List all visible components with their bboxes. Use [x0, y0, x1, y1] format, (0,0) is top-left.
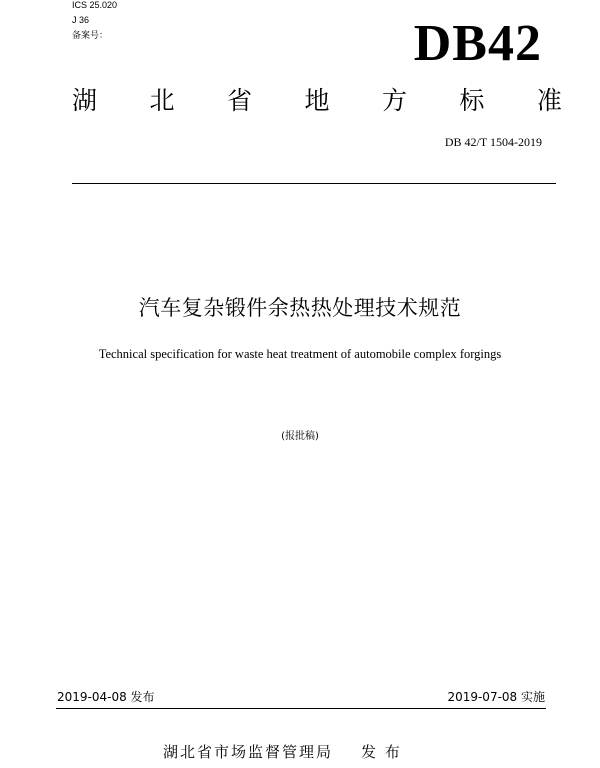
issuer-char: 准: [536, 86, 562, 115]
filing-number-label: 备案号：: [72, 30, 109, 40]
issue-date: 2019-04-08 发布: [57, 690, 155, 704]
ccs-code: J 36: [72, 15, 90, 25]
issuer-char: 标: [459, 86, 485, 115]
issuer-char: 湖: [72, 86, 98, 115]
ics-code: ICS 25.020: [72, 0, 118, 10]
issuer-char: 省: [226, 86, 252, 115]
issuer-char: 地: [304, 86, 330, 115]
issuer-title: [72, 86, 562, 116]
header-divider: [72, 183, 556, 184]
implementation-date: 2019-07-08 实施: [447, 690, 545, 704]
standard-logo: DB42: [413, 15, 542, 72]
publish-action: 发 布: [361, 743, 402, 761]
standard-number: DB 42/T 1504-2019: [444, 135, 542, 149]
issuer-char: 方: [381, 86, 407, 115]
draft-status: (报批稿): [281, 431, 319, 442]
document-title-zh: 汽车复杂锻件余热热处理技术规范: [138, 296, 462, 320]
publisher-line: [163, 743, 402, 761]
issuer-char: 北: [149, 86, 175, 115]
publisher-name: 湖北省市场监督管理局: [163, 743, 334, 761]
document-title-en: Technical specification for waste heat treatment of automobile complex forgings: [98, 347, 502, 361]
footer-divider: [56, 708, 546, 709]
